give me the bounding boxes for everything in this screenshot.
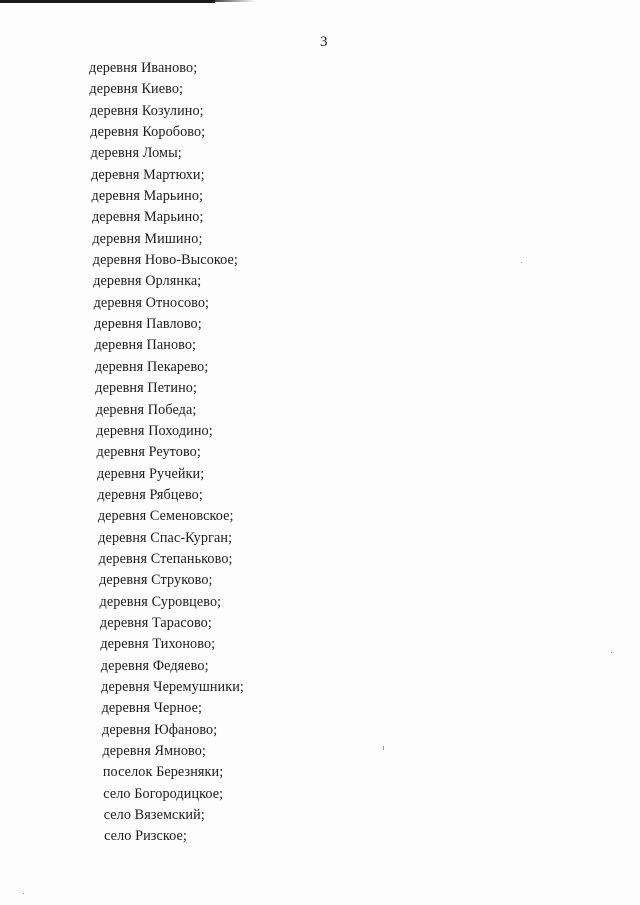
settlement-item: деревня Ломы;	[90, 145, 182, 162]
scan-edge-mark	[0, 0, 215, 3]
settlement-item: деревня Мишино;	[92, 230, 203, 247]
settlement-item: поселок Березняки;	[102, 764, 224, 781]
settlement-item: деревня Тарасово;	[99, 614, 212, 631]
settlement-item: деревня Иваново;	[89, 60, 198, 76]
settlement-item: деревня Суровцево;	[99, 593, 222, 610]
settlement-item: деревня Спас-Курган;	[98, 529, 233, 546]
scan-speck	[383, 746, 384, 750]
settlement-item: деревня Семеновское;	[97, 508, 234, 525]
settlement-item: деревня Реутово;	[96, 444, 201, 461]
settlement-item: деревня Пекарево;	[94, 358, 209, 375]
settlement-item: деревня Черное;	[101, 700, 203, 717]
settlement-item: деревня Черемушники;	[101, 678, 244, 695]
settlement-item: деревня Орлянка;	[93, 273, 202, 290]
settlement-item: деревня Походино;	[96, 422, 213, 439]
page-number: 3	[320, 34, 328, 50]
settlement-item: село Ризское;	[104, 828, 187, 845]
settlement-item: деревня Марьино;	[91, 188, 204, 205]
settlement-item: деревня Петино;	[95, 380, 198, 397]
settlement-item: деревня Павлово;	[94, 316, 202, 333]
settlement-item: деревня Ново-Высокое;	[92, 252, 238, 269]
settlement-item: деревня Марьино;	[91, 209, 204, 226]
scan-speck	[611, 652, 612, 653]
settlement-item: деревня Тихоново;	[100, 636, 216, 653]
settlement-item: деревня Победа;	[95, 401, 197, 418]
settlement-item: деревня Юфаново;	[102, 721, 218, 738]
settlement-item: деревня Козулино;	[89, 102, 204, 119]
settlement-item: деревня Федяево;	[100, 657, 209, 674]
settlement-item: деревня Киево;	[89, 81, 184, 98]
settlement-item: деревня Рябцево;	[97, 486, 203, 503]
settlement-item: деревня Степаньково;	[98, 550, 233, 567]
settlement-item: деревня Ручейки;	[96, 465, 205, 482]
scan-speck	[521, 262, 522, 263]
scan-edge-fade	[215, 0, 255, 2]
scan-speck	[23, 893, 24, 894]
settlement-item: деревня Мартюхи;	[91, 166, 205, 183]
settlement-item: деревня Коробово;	[90, 124, 206, 141]
settlement-item: деревня Ямново;	[102, 743, 206, 759]
settlement-item: деревня Паново;	[94, 337, 197, 354]
settlement-item: деревня Струково;	[99, 572, 213, 589]
settlement-item: село Богородицкое;	[103, 785, 224, 802]
settlement-list	[89, 58, 244, 848]
settlement-item: деревня Относово;	[93, 294, 210, 311]
settlement-item: село Вяземский;	[103, 807, 205, 824]
